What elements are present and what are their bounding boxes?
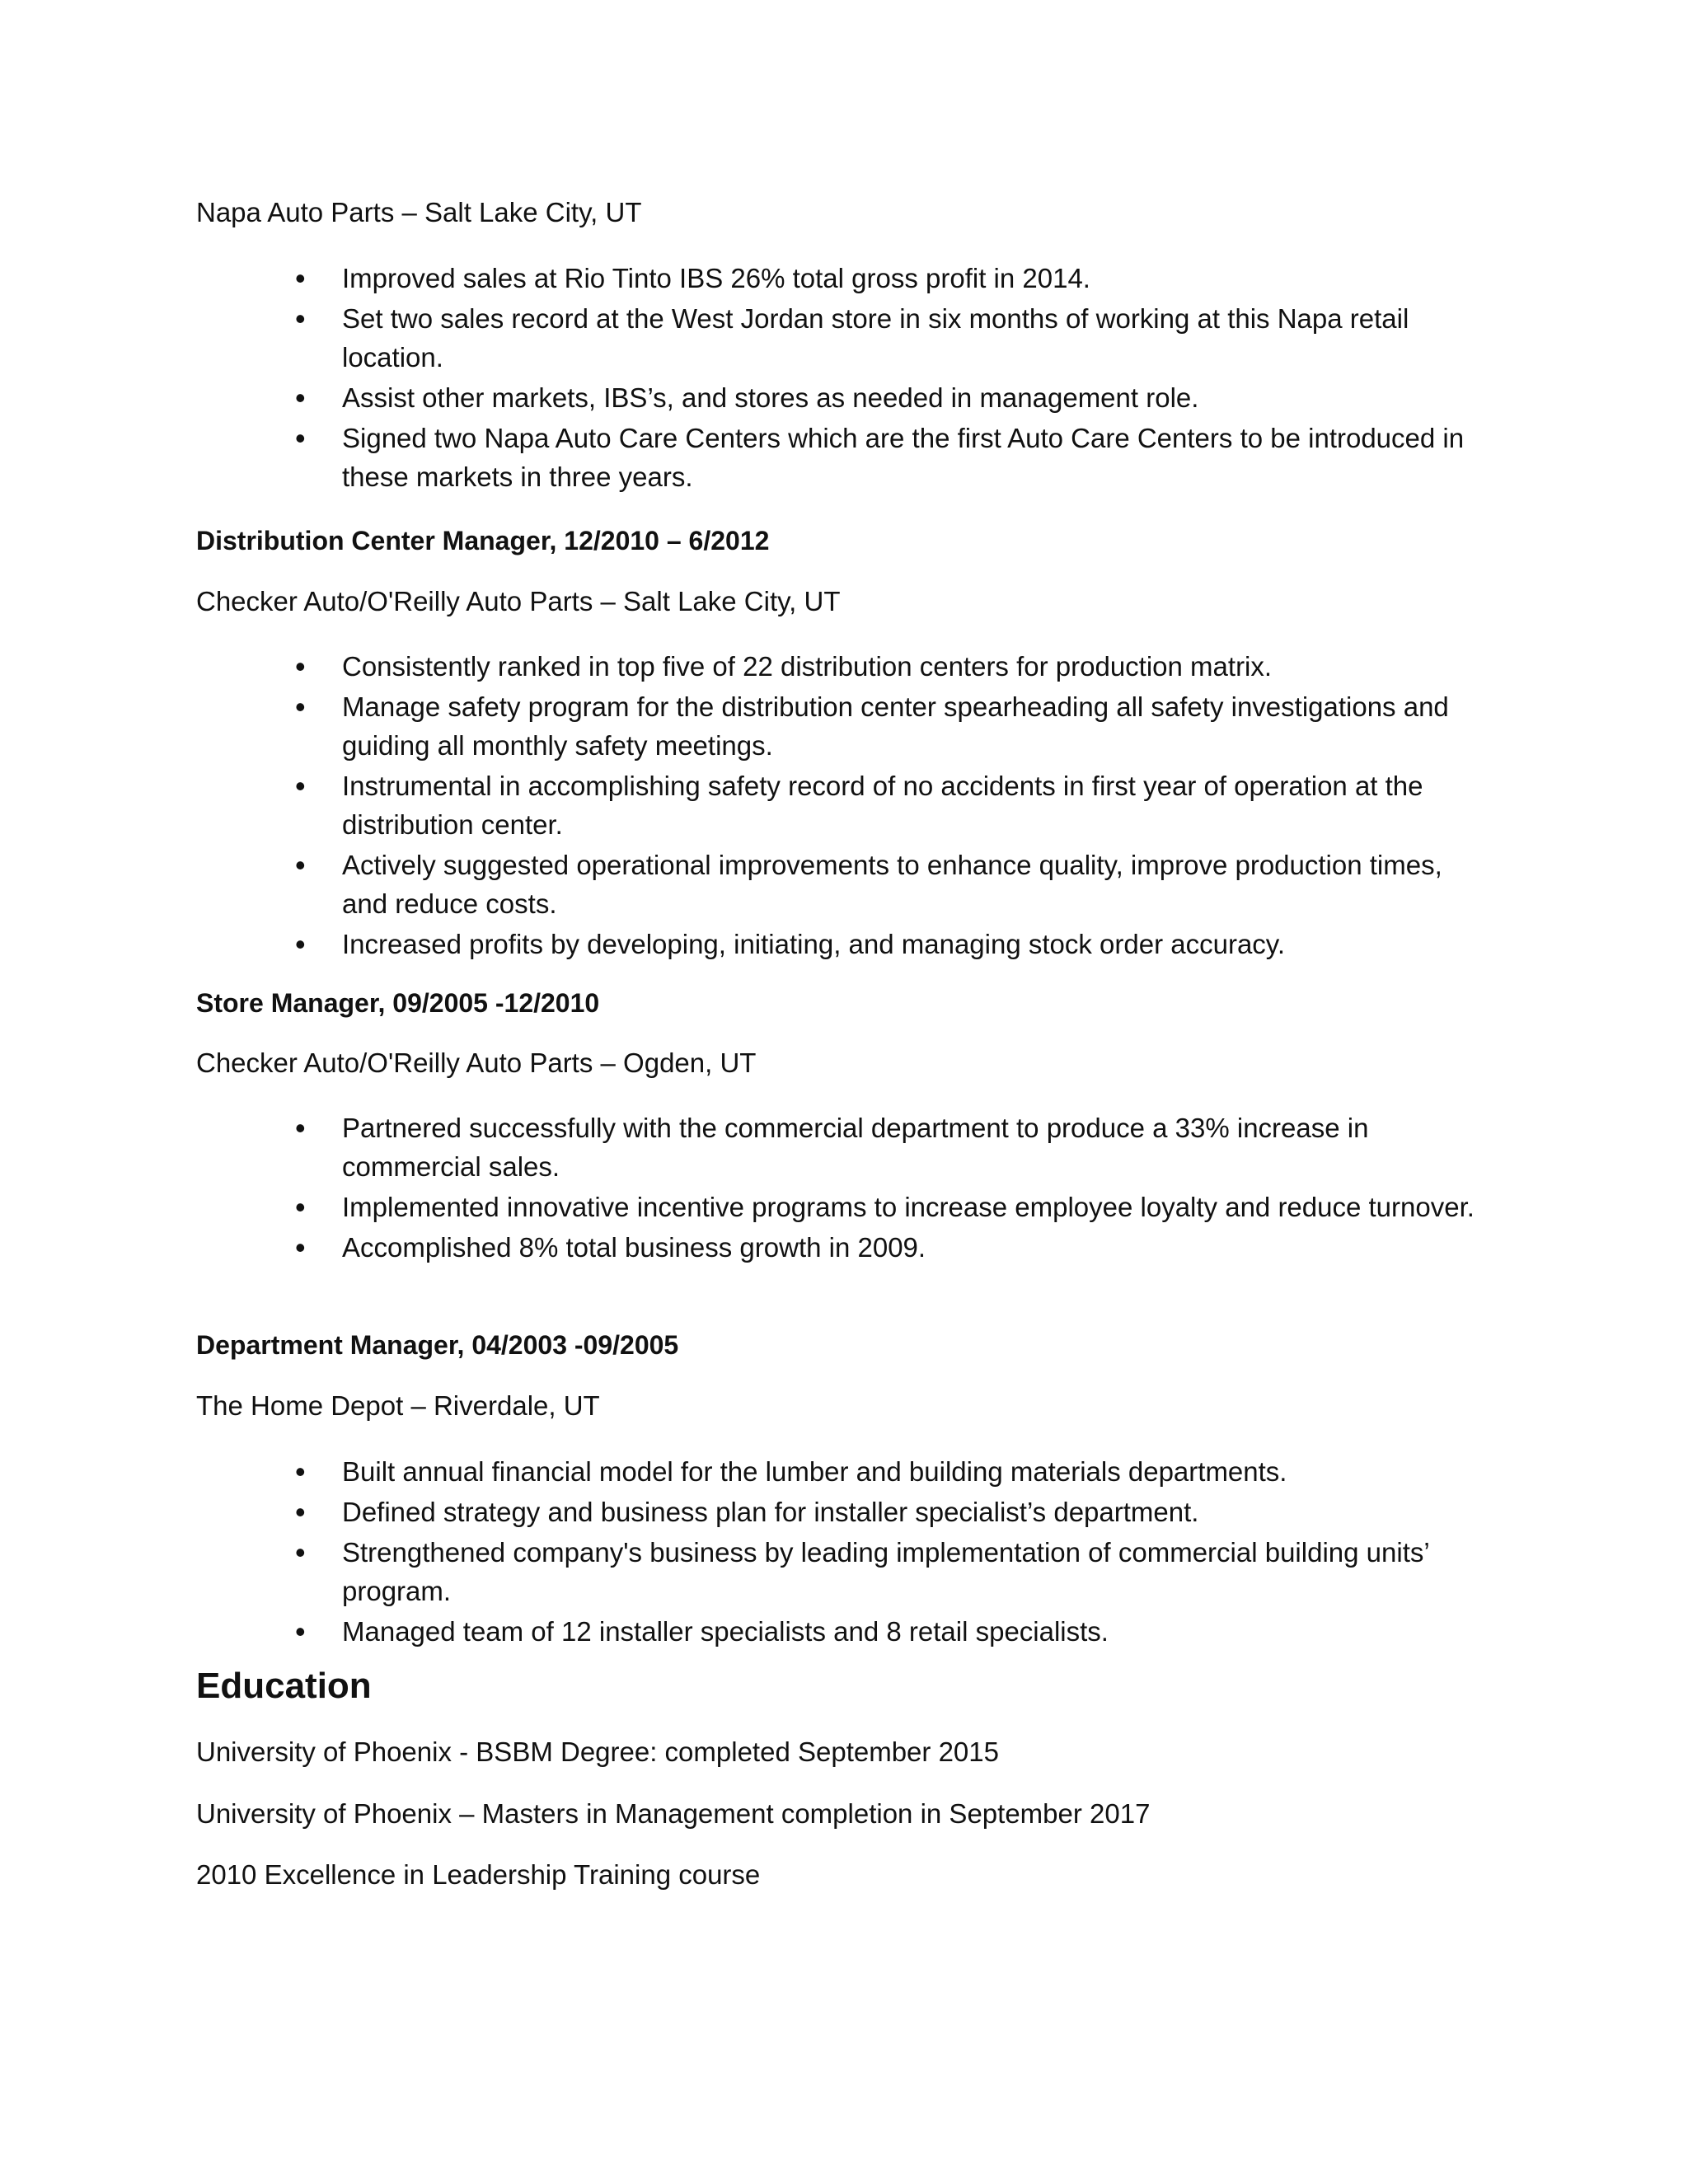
list-item: • Built annual financial model for the lumber and building materials departments. (342, 1452, 1488, 1491)
distribution-bullet-list (342, 647, 1488, 965)
role-store-manager: Store Manager, 09/2005 -12/2010 (196, 988, 600, 1018)
education-item: 2010 Excellence in Leadership Training course (196, 1859, 761, 1890)
list-item: • Strengthened company's business by leading implementation of commercial building units’ program. (342, 1533, 1488, 1610)
education-item: University of Phoenix - BSBM Degree: completed September 2015 (196, 1736, 999, 1767)
list-item: • Increased profits by developing, initiating, and managing stock order accuracy. (342, 925, 1488, 963)
list-item: • Assist other markets, IBS’s, and stores as needed in management role. (342, 378, 1488, 417)
employer-checker-ogden: Checker Auto/O'Reilly Auto Parts – Ogden, UT (196, 1047, 757, 1078)
list-item: • Signed two Napa Auto Care Centers which are the first Auto Care Centers to be introduced in these markets in three years. (342, 419, 1488, 496)
list-item: • Actively suggested operational improvements to enhance quality, improve production times, and reduce costs. (342, 846, 1488, 923)
list-item: • Defined strategy and business plan for installer specialist’s department. (342, 1493, 1488, 1531)
list-item: • Managed team of 12 installer specialists and 8 retail specialists. (342, 1612, 1488, 1651)
employer-checker-slc: Checker Auto/O'Reilly Auto Parts – Salt Lake City, UT (196, 586, 841, 616)
list-item: • Set two sales record at the West Jordan store in six months of working at this Napa retail location. (342, 299, 1488, 377)
role-department-manager: Department Manager, 04/2003 -09/2005 (196, 1330, 679, 1360)
employer-napa: Napa Auto Parts – Salt Lake City, UT (196, 197, 642, 227)
employer-home-depot: The Home Depot – Riverdale, UT (196, 1390, 600, 1421)
list-item: • Instrumental in accomplishing safety record of no accidents in first year of operation at the distribution center. (342, 766, 1488, 844)
napa-bullet-list (342, 259, 1488, 498)
list-item: • Improved sales at Rio Tinto IBS 26% total gross profit in 2014. (342, 259, 1488, 298)
list-item: • Manage safety program for the distribution center spearheading all safety investigations and guiding all monthly safety meetings. (342, 687, 1488, 765)
store-bullet-list (342, 1108, 1488, 1268)
list-item: • Implemented innovative incentive programs to increase employee loyalty and reduce turnover. (342, 1188, 1488, 1226)
list-item: • Partnered successfully with the commercial department to produce a 33% increase in commercial sales. (342, 1108, 1488, 1186)
role-distribution-center-manager: Distribution Center Manager, 12/2010 – 6/2012 (196, 526, 770, 555)
education-heading: Education (196, 1666, 372, 1706)
home-depot-bullet-list (342, 1452, 1488, 1652)
education-item: University of Phoenix – Masters in Management completion in September 2017 (196, 1798, 1151, 1829)
list-item: • Consistently ranked in top five of 22 distribution centers for production matrix. (342, 647, 1488, 686)
list-item: • Accomplished 8% total business growth in 2009. (342, 1228, 1488, 1267)
